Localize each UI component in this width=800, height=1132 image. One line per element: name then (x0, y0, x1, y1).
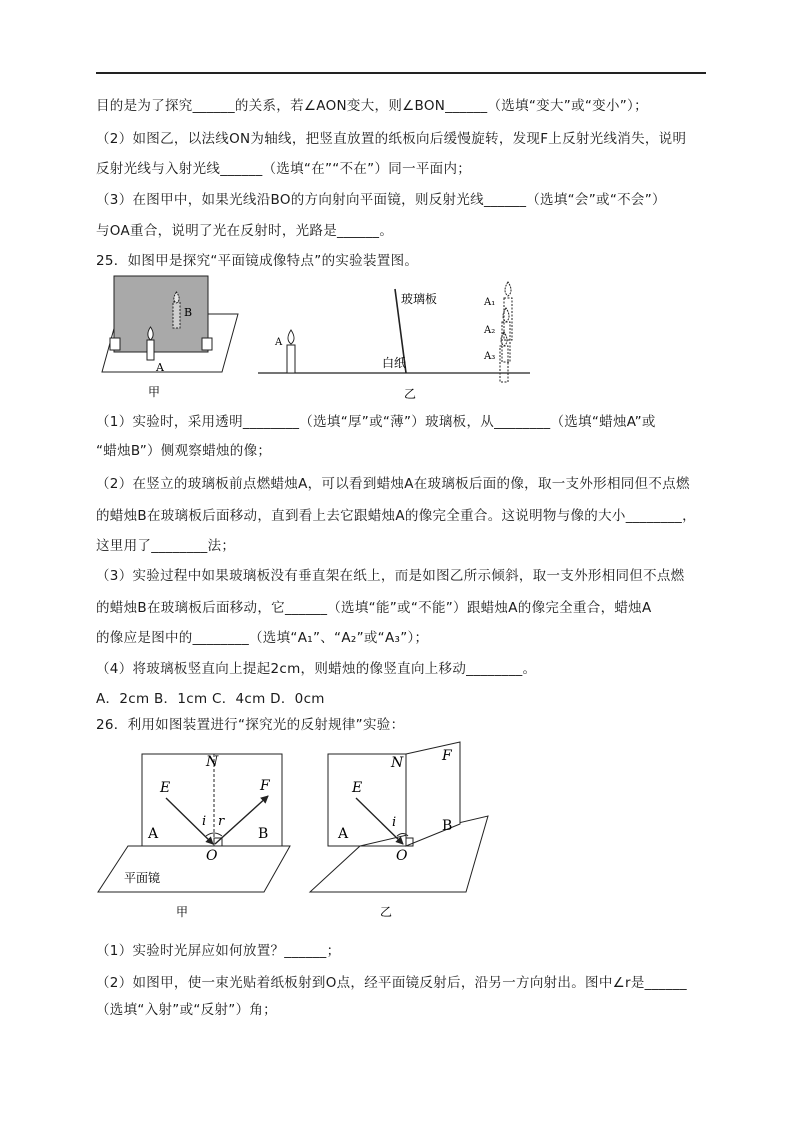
fig26-caption-jia: 甲 (176, 905, 189, 919)
fig26-label-r: r (218, 814, 225, 829)
figure-26-yi (310, 742, 488, 919)
answer-options: A．2cm B．1cm C．4cm D．0cm (96, 691, 325, 707)
question-25-title: 25．如图甲是探究“平面镜成像特点”的实验装置图。 (96, 253, 419, 269)
fig26-label-b: B (258, 826, 269, 842)
fig26-caption-yi: 乙 (380, 905, 393, 919)
fig25-paper-label: 白纸 (382, 356, 407, 370)
text-line-14: 的像应是图中的________（选填“A₁”、“A₂”或“A₃”）； (96, 630, 429, 646)
fig25-caption-jia: 甲 (148, 385, 161, 399)
fig26-label-o: O (206, 848, 218, 864)
fig26-label-a: A (148, 826, 159, 842)
fig26-yi-label-n: N (391, 755, 404, 771)
fig26-label-n: N (206, 754, 219, 770)
text-line-4: （3）在图甲中，如果光线沿BO的方向射向平面镜，则反射光线______（选填“会”或“不会”） (96, 192, 666, 208)
fig26-label-e: E (160, 780, 171, 796)
fig26-yi-label-o: O (396, 848, 408, 864)
figure-25-mirror-setup (90, 272, 630, 407)
text-line-13: 的蜡烛B在玻璃板后面移动，它______（选填“能”或“不能”）跟蜡烛A的像完全重合，蜡烛A (96, 600, 652, 616)
figure-25-yi (258, 282, 530, 401)
fig25-label-a: A (156, 361, 164, 374)
text-line-7: （1）实验时，采用透明________（选填“厚”或“薄”）玻璃板，从________（选填“蜡烛A”或 (96, 414, 656, 430)
fig25-caption-yi: 乙 (404, 387, 417, 401)
fig26-yi-label-e: E (352, 780, 363, 796)
fig25-label-a2: A₂ (484, 325, 496, 336)
text-line-8: “蜡烛B”）侧观察蜡烛的像； (96, 443, 272, 459)
text-line-2: （2）如图乙，以法线ON为轴线，把竖直放置的纸板向后缓慢旋转，发现F上反射光线消失，说明 (96, 131, 687, 147)
fig25-label-a1: A₁ (484, 297, 496, 308)
question-26-title: 26．利用如图装置进行“探究光的反射规律”实验： (96, 717, 405, 733)
fig26-yi-label-f: F (442, 748, 452, 764)
fig25-label-a-yi: A (275, 337, 283, 348)
figure-25-jia (102, 276, 238, 399)
text-line-5: 与OA重合，说明了光在反射时，光路是______。 (96, 223, 394, 239)
text-line-18: （1）实验时光屏应如何放置？______； (96, 943, 341, 959)
fig26-label-i: i (202, 814, 207, 829)
text-line-10: 的蜡烛B在玻璃板后面移动，直到看上去它跟蜡烛A的像完全重合。这说明物与像的大小________， (96, 508, 696, 524)
text-line-3: 反射光线与入射光线______（选填“在”“不在”）同一平面内； (96, 161, 472, 177)
text-line-11: 这里用了________法； (96, 538, 236, 554)
fig26-mirror-label: 平面镜 (124, 871, 161, 885)
fig25-label-a3: A₃ (484, 351, 496, 362)
fig26-label-f: F (260, 778, 270, 794)
text-line-19: （2）如图甲，使一束光贴着纸板射到O点，经平面镜反射后，沿另一方向射出。图中∠r是______ (96, 975, 687, 991)
text-line-20: （选填“入射”或“反射”）角； (96, 1002, 277, 1018)
figure-26-reflection-setup (90, 740, 510, 925)
text-line-1: 目的是为了探究______的关系，若∠AON变大，则∠BON______（选填“变大”或“变小”）； (96, 98, 648, 114)
fig26-yi-label-a: A (338, 826, 349, 842)
fig25-label-b: B (184, 306, 193, 319)
figure-26-jia (98, 754, 290, 919)
fig26-yi-label-b: B (442, 818, 453, 834)
header-rule (96, 72, 706, 74)
text-line-9: （2）在竖立的玻璃板前点燃蜡烛A，可以看到蜡烛A在玻璃板后面的像，取一支外形相同但不点燃 (96, 476, 690, 492)
text-line-15: （4）将玻璃板竖直向上提起2cm，则蜡烛的像竖直向上移动________。 (96, 661, 537, 677)
fig26-yi-label-i: i (392, 815, 397, 830)
text-line-12: （3）实验过程中如果玻璃板没有垂直架在纸上，而是如图乙所示倾斜，取一支外形相同但不点燃 (96, 568, 685, 584)
fig25-glass-label: 玻璃板 (401, 292, 438, 306)
